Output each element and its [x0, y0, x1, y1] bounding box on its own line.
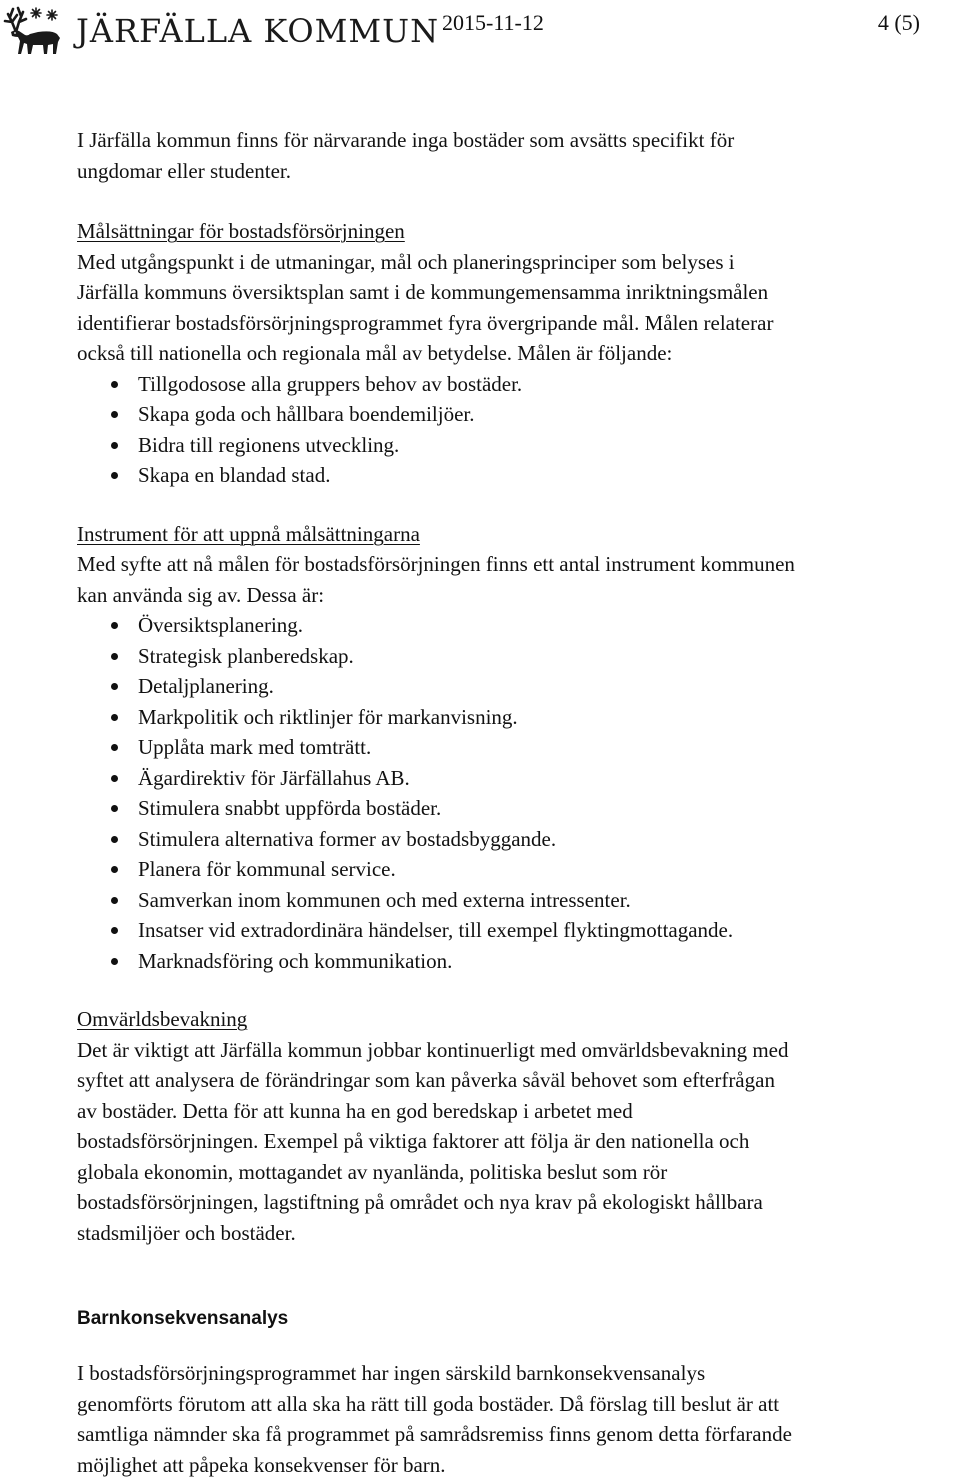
child-impact-section	[77, 1304, 960, 1480]
text-line: Med syfte att nå målen för bostadsförsörjningen finns ett antal instrument kommunen	[77, 552, 795, 576]
text-line: kan använda sig av. Dessa är:	[77, 582, 325, 607]
instruments-heading: Instrument för att uppnå målsättningarna	[77, 521, 420, 546]
text-line: genomförts förutom att alla ska ha rätt till goda bostäder. Då förslag till beslut är att	[77, 1391, 780, 1416]
list-item: Strategisk planberedskap.	[77, 641, 960, 672]
text-line: möjlighet att påpeka konsekvenser för barn.	[77, 1452, 446, 1477]
municipality-wordmark: JÄRFÄLLA KOMMUN	[76, 12, 440, 50]
list-item: Stimulera alternativa former av bostadsbyggande.	[77, 824, 960, 855]
text-line: Det är viktigt att Järfälla kommun jobbar kontinuerligt med omvärldsbevakning med	[77, 1037, 789, 1062]
text-line: Med utgångspunkt i de utmaningar, mål och planeringsprinciper som belyses i	[77, 249, 735, 274]
list-item: Detaljplanering.	[77, 671, 960, 702]
list-item: Skapa goda och hållbara boendemiljöer.	[77, 399, 960, 430]
text-line: ungdomar eller studenter.	[77, 158, 292, 183]
list-item: Samverkan inom kommunen och med externa intressenter.	[77, 885, 960, 916]
list-item: Bidra till regionens utveckling.	[77, 430, 960, 461]
text-line: I bostadsförsörjningsprogrammet har ingen särskild barnkonsekvensanalys	[77, 1361, 706, 1385]
list-item: Marknadsföring och kommunikation.	[77, 946, 960, 977]
goals-heading: Målsättningar för bostadsförsörjningen	[77, 219, 405, 243]
text-line: bostadsförsörjningen. Exempel på viktiga faktorer att följa är den nationella och	[77, 1129, 750, 1153]
list-item: Stimulera snabbt uppförda bostäder.	[77, 793, 960, 824]
text-line: också till nationella och regionala mål av betydelse. Målen är följande:	[77, 341, 673, 365]
list-item: Markpolitik och riktlinjer för markanvisning.	[77, 702, 960, 733]
list-item: Översiktsplanering.	[77, 610, 960, 641]
child-impact-heading: Barnkonsekvensanalys	[77, 1308, 289, 1329]
page-number: 4 (5)	[877, 10, 920, 35]
text-line: stadsmiljöer och bostäder.	[77, 1220, 296, 1245]
instruments-list	[77, 610, 960, 976]
text-line: samtliga nämnder ska få programmet på samrådsremiss finns genom detta förfarande	[77, 1422, 792, 1446]
list-item: Ägardirektiv för Järfällahus AB.	[77, 763, 960, 794]
goals-list	[77, 369, 960, 491]
text-line: globala ekonomin, mottagandet av nyanlända, politiska beslut som rör	[77, 1159, 668, 1184]
document-date: 2015-11-12	[442, 10, 544, 35]
text-line: I Järfälla kommun finns för närvarande inga bostäder som avsätts specifikt för	[77, 128, 735, 152]
goals-section	[77, 216, 960, 491]
reindeer-crest-icon	[2, 2, 64, 56]
monitoring-section	[77, 1004, 960, 1248]
text-line: syftet att analysera de förändringar som kan påverka såväl behovet som efterfrågan	[77, 1068, 775, 1092]
list-item: Insatser vid extradordinära händelser, till exempel flyktingmottagande.	[77, 915, 960, 946]
document-body	[77, 125, 960, 1480]
text-line: identifierar bostadsförsörjningsprogrammet fyra övergripande mål. Målen relaterar	[77, 310, 774, 335]
instruments-section	[77, 519, 960, 977]
list-item: Planera för kommunal service.	[77, 854, 960, 885]
page-header	[0, 0, 960, 60]
intro-paragraph	[77, 125, 960, 186]
list-item: Upplåta mark med tomträtt.	[77, 732, 960, 763]
text-line: av bostäder. Detta för att kunna ha en god beredskap i arbetet med	[77, 1098, 633, 1123]
text-line: bostadsförsörjningen, lagstiftning på området och nya krav på ekologiskt hållbara	[77, 1190, 763, 1214]
list-item: Skapa en blandad stad.	[77, 460, 960, 491]
monitoring-heading: Omvärldsbevakning	[77, 1007, 248, 1031]
text-line: Järfälla kommuns översiktsplan samt i de kommungemensamma inriktningsmålen	[77, 280, 769, 304]
list-item: Tillgodosose alla gruppers behov av bostäder.	[77, 369, 960, 400]
